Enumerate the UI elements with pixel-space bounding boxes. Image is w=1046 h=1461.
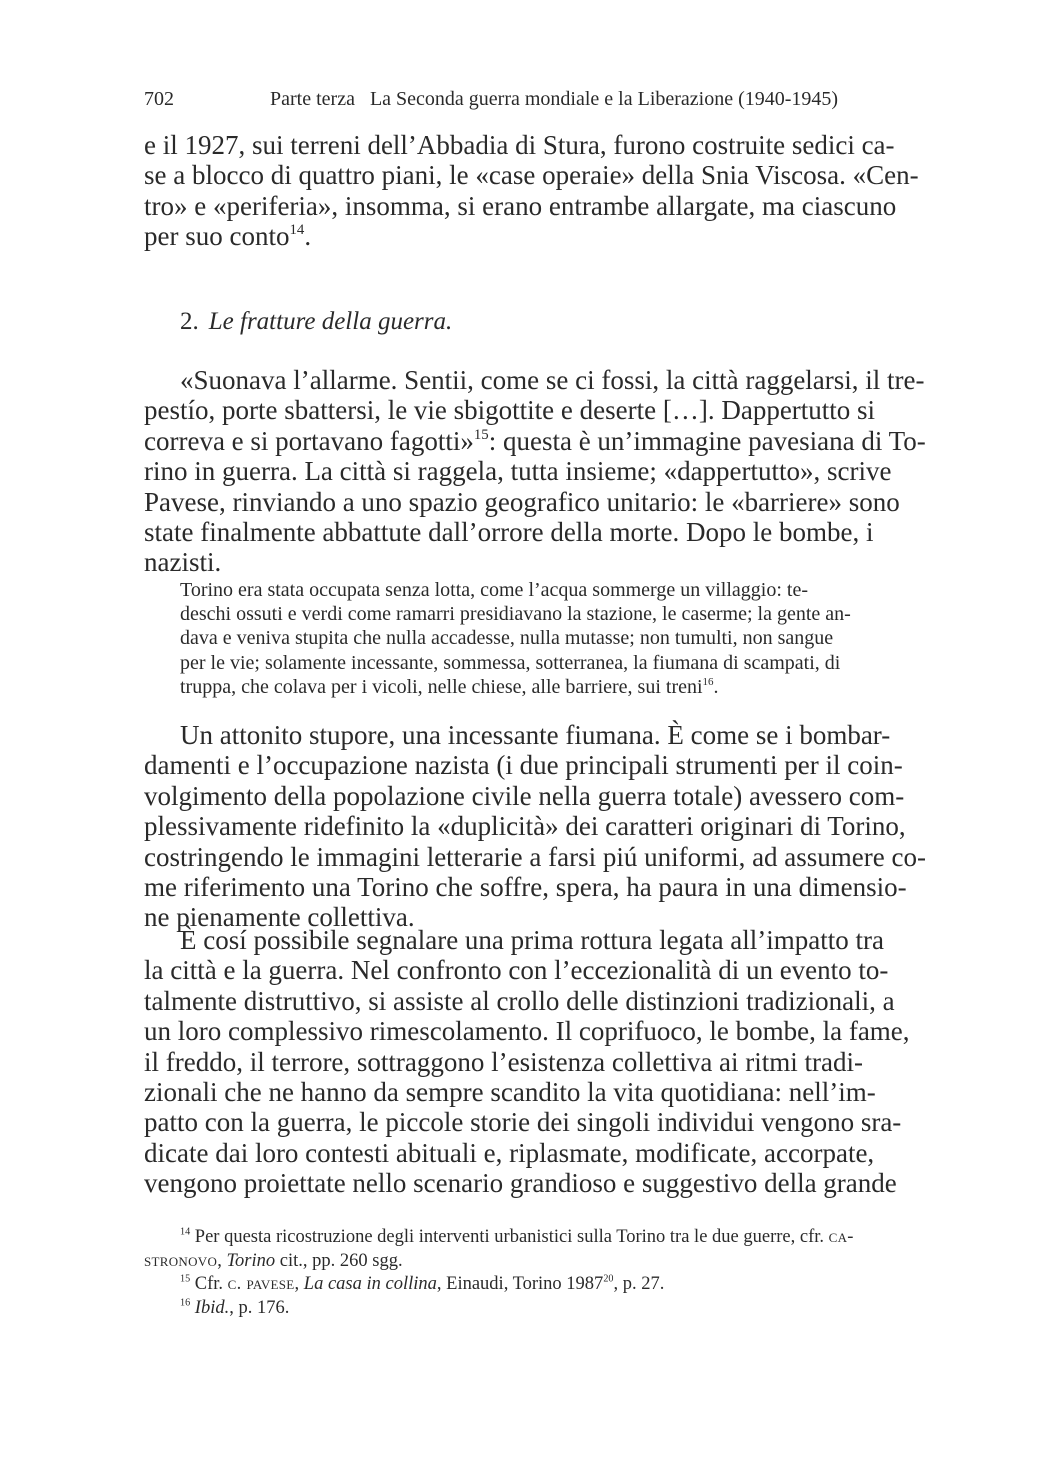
footnote-author: c. pavese: [227, 1274, 295, 1294]
footnote-ref-15[interactable]: 15: [473, 426, 489, 443]
text-line: «Suonava l’allarme. Sentii, come se ci fossi, la città raggelarsi, il tre-: [180, 365, 925, 395]
running-title: Parte terza La Seconda guerra mondiale e la Liberazione (1940-1945): [270, 88, 839, 110]
footnote-text: ,: [217, 1250, 227, 1271]
footnote-text: ,: [294, 1274, 304, 1294]
footnote-text: cit., pp. 260 sgg.: [275, 1250, 403, 1271]
text-line: la città e la guerra. Nel confronto con l’eccezionalità di un evento to-: [144, 955, 889, 986]
footnote-work: Ibid.: [194, 1297, 230, 1318]
quote-line: Torino era stata occupata senza lotta, come l’acqua sommerge un villaggio: te-: [180, 579, 808, 601]
footnote-14: [144, 1226, 934, 1273]
text-line: ne pienamente collettiva.: [144, 902, 415, 933]
text-line-content: per suo conto: [144, 221, 290, 252]
footnote-work: Torino: [226, 1250, 276, 1271]
paragraph-four: [144, 925, 934, 1199]
footnotes: [144, 1226, 934, 1320]
text-line: un loro complessivo rimescolamento. Il coprifuoco, le bombe, la fame,: [144, 1016, 910, 1047]
footnote-work: La casa in collina: [303, 1274, 437, 1294]
text-line: costringendo le immagini letterarie a farsi piú uniformi, ad assumere co-: [144, 841, 926, 872]
paragraph-continued: [144, 130, 934, 252]
text-line: plessivamente ridefinito la «duplicità» dei caratteri originari di Torino,: [144, 811, 906, 842]
text-line: rino in guerra. La città si raggela, tutta insieme; «dappertutto», scrive: [144, 456, 892, 487]
page-number: 702: [144, 88, 174, 110]
footnote-text: , p. 27.: [613, 1274, 665, 1294]
text-line: pestío, porte sbattersi, le vie sbigottite e deserte […]. Dappertutto si: [144, 395, 876, 426]
footnote-mark: 16: [180, 1296, 191, 1308]
paragraph-three: [144, 720, 934, 933]
text-line: nazisti.: [144, 547, 222, 578]
footnote-mark: 15: [180, 1273, 191, 1285]
section-title: Le fratture della guerra.: [208, 308, 453, 335]
footnote-15: [144, 1273, 934, 1297]
footnote-ref-14[interactable]: 14: [289, 222, 305, 239]
quote-line: [180, 675, 934, 699]
quote-line: dava e veniva stupita che nulla accadesse, nulla mutasse; non tumulti, non sangue: [180, 627, 834, 650]
text-line: damenti e l’occupazione nazista (i due principali strumenti per il coin-: [144, 750, 903, 781]
text-line: talmente distruttivo, si assiste al crollo delle distinzioni tradizionali, a: [144, 985, 895, 1016]
quote-line: deschi ossuti e verdi come ramarri presidiavano la stazione, le caserme; la gente an-: [180, 603, 851, 626]
section-heading: [180, 307, 452, 337]
text-line: state finalmente abbattute dall’orrore della morte. Dopo le bombe, i: [144, 517, 874, 548]
quote-line-content: truppa, che colava per i vicoli, nelle chiese, alle barriere, sui treni: [180, 675, 703, 698]
quote-line-end: .: [713, 675, 719, 698]
text-line: Pavese, rinviando a uno spazio geografico unitario: le «barriere» sono: [144, 486, 900, 517]
text-line: vengono proiettate nello scenario grandioso e suggestivo della grande: [144, 1168, 897, 1199]
text-line: tro» e «periferia», insomma, si erano entrambe allargate, ma ciascuno: [144, 190, 897, 221]
edition-number: 20: [603, 1273, 614, 1285]
text-line: È cosí possibile segnalare una prima rottura legata all’impatto tra: [180, 925, 885, 955]
text-line: dicate dai loro contesti abituali e, riplasmate, modificate, accorpate,: [144, 1137, 875, 1168]
text-line-content: correva e si portavano fagotti»: [144, 425, 474, 456]
footnote-text: Cfr.: [194, 1274, 228, 1294]
text-line-content: : questa è un’immagine pavesiana di To-: [488, 425, 926, 456]
running-header: [144, 86, 934, 112]
footnote-text: , p. 176.: [229, 1297, 290, 1318]
footnote-text: Per questa ricostruzione degli interventi urbanistici sulla Torino tra le due guerre, cfr.: [194, 1227, 824, 1247]
footnote-text: , Einaudi, Torino 1987: [436, 1274, 604, 1294]
text-line: il freddo, il terrore, sottraggono l’esistenza collettiva ai ritmi tradi-: [144, 1046, 864, 1077]
text-line: se a blocco di quattro piani, le «case operaie» della Snia Viscosa. «Cen-: [144, 160, 919, 191]
text-line: me riferimento una Torino che soffre, spera, ha paura in una dimensio-: [144, 872, 907, 903]
quote-line: per le vie; solamente incessante, sommessa, sotterranea, la fiumana di scampati, di: [180, 651, 841, 674]
text-line: patto con la guerra, le piccole storie dei singoli individui vengono sra-: [144, 1107, 902, 1138]
text-line-end: .: [304, 221, 312, 252]
section-number: 2.: [180, 308, 199, 335]
text-line: volgimento della popolazione civile nella guerra totale) avessero com-: [144, 780, 905, 811]
paragraph-opening: [144, 365, 934, 578]
text-line: e il 1927, sui terreni dell’Abbadia di Stura, furono costruite sedici ca-: [144, 130, 895, 160]
text-line: Un attonito stupore, una incessante fiumana. È come se i bombar-: [180, 720, 891, 750]
footnote-mark: 14: [180, 1226, 191, 1238]
text-line: zionali che ne hanno da sempre scandito la vita quotidiana: nell’im-: [144, 1077, 876, 1108]
footnote-author: stronovo: [144, 1250, 218, 1271]
text-line: [144, 426, 934, 456]
block-quote: [180, 578, 934, 699]
footnote-author: ca-: [828, 1227, 854, 1247]
footnote-ref-16[interactable]: 16: [702, 675, 714, 688]
footnote-16: [144, 1297, 934, 1321]
text-line: [144, 221, 934, 251]
